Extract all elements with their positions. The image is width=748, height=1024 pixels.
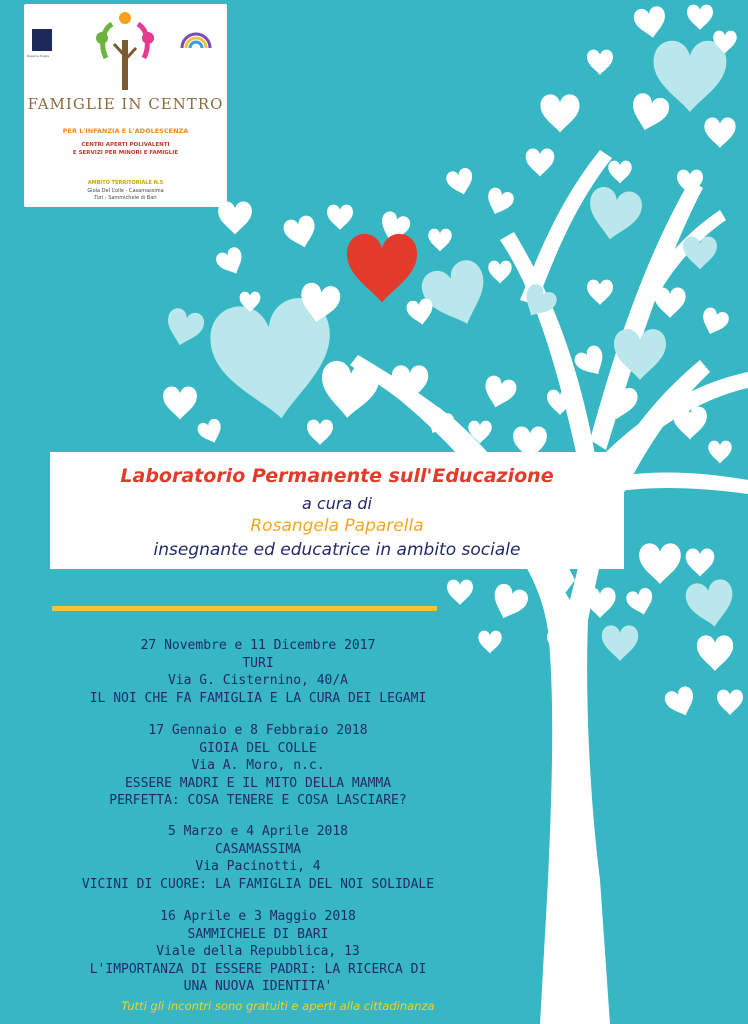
rainbow-logo-icon bbox=[179, 32, 213, 50]
title-banner bbox=[50, 452, 624, 569]
event-topic: PERFETTA: COSA TENERE E COSA LASCIARE? bbox=[109, 793, 407, 808]
event-dates: 5 Marzo e 4 Aprile 2018 bbox=[167, 824, 348, 839]
footer-note: Tutti gli incontri sono gratuiti e aperti alla cittadinanza bbox=[121, 999, 435, 1013]
event-address: Via Pacinotti, 4 bbox=[195, 859, 321, 874]
event-sammichele-di-bari bbox=[8, 908, 508, 996]
event-topic: UNA NUOVA IDENTITA' bbox=[183, 979, 333, 994]
region-logo-icon bbox=[32, 29, 52, 51]
banner-author-role: insegnante ed educatrice in ambito sociale bbox=[153, 540, 521, 560]
event-topic: VICINI DI CUORE: LA FAMIGLIA DEL NOI SOLIDALE bbox=[81, 876, 435, 892]
event-gioia-del-colle bbox=[8, 722, 508, 810]
event-dates: 17 Gennaio e 8 Febbraio 2018 bbox=[148, 723, 368, 738]
event-address: Via G. Cisternino, 40/A bbox=[167, 673, 348, 688]
red-heart-icon bbox=[347, 234, 417, 303]
logo-towns-2: Turi - Sammichele di Bari bbox=[94, 195, 157, 201]
logo-card bbox=[24, 4, 227, 207]
event-town: CASAMASSIMA bbox=[214, 841, 302, 857]
event-turi bbox=[8, 637, 508, 707]
logo-line1: CENTRI APERTI POLIVALENTI bbox=[81, 142, 170, 148]
banner-author-name: Rosangela Paparella bbox=[250, 516, 424, 536]
banner-a-cura: a cura di bbox=[302, 494, 372, 513]
event-town: GIOIA DEL COLLE bbox=[199, 740, 317, 756]
family-tree-logo-icon bbox=[92, 10, 158, 90]
event-dates: 27 Novembre e 11 Dicembre 2017 bbox=[140, 638, 376, 653]
event-topic: ESSERE MADRI E IL MITO DELLA MAMMA bbox=[124, 775, 392, 791]
event-address: Viale della Repubblica, 13 bbox=[156, 944, 360, 959]
logo-title: FAMIGLIE IN CENTRO bbox=[27, 95, 224, 113]
banner-title: Laboratorio Permanente sull'Educazione bbox=[120, 465, 554, 487]
logo-line2: E SERVIZI PER MINORI E FAMIGLIE bbox=[72, 150, 179, 156]
event-dates: 16 Aprile e 3 Maggio 2018 bbox=[160, 909, 356, 924]
event-town: SAMMICHELE DI BARI bbox=[187, 926, 329, 942]
logo-subtitle: PER L'INFANZIA E L'ADOLESCENZA bbox=[62, 127, 189, 135]
divider-rule bbox=[52, 606, 437, 611]
event-topic: IL NOI CHE FA FAMIGLIA E LA CURA DEI LEGAMI bbox=[89, 690, 427, 706]
event-topic: L'IMPORTANZA DI ESSERE PADRI: LA RICERCA DI bbox=[89, 961, 427, 977]
logo-ambito: AMBITO TERRITORIALE N.5 bbox=[87, 180, 164, 186]
logo-towns-1: Gioia Del Colle - Casamassima bbox=[87, 188, 164, 194]
event-address: Via A. Moro, n.c. bbox=[191, 758, 325, 773]
event-town: TURI bbox=[242, 655, 274, 671]
region-logo-caption: Regione Puglia bbox=[27, 54, 50, 58]
event-casamassima bbox=[8, 823, 508, 893]
